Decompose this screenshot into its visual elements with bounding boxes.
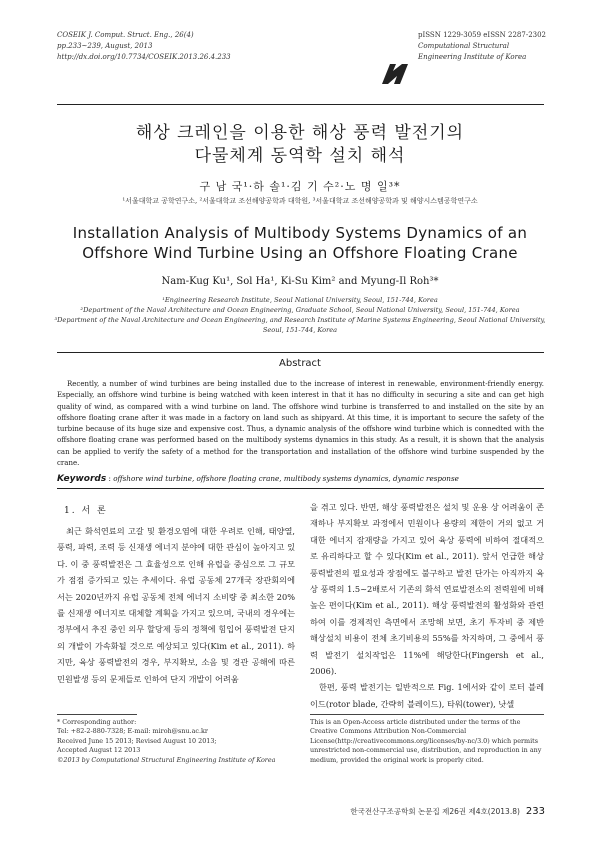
affiliations-korean: ¹서울대학교 공학연구소, ²서울대학교 조선해양공학과 대학원, ³서울대학교 조선해양공학과 및 해양시스템공학연구소 <box>122 197 478 205</box>
society-logo-icon <box>380 62 410 86</box>
journal-line-1: COSEIK J. Comput. Struct. Eng., 26(4) <box>57 31 194 39</box>
license-text: This is an Open-Access article distributed under the terms of the Creative Commons Attribution Non-Commercial License(http://creativecommons.org/licenses/by-nc/3.0) which permits unrestricted non-commercial use, distribution, and reproduction in any medium, provided the original work is properly cited. <box>310 718 542 764</box>
body-column-right <box>310 499 544 712</box>
footnote-block <box>57 718 297 765</box>
title-english-line-1: Installation Analysis of Multibody Systems Dynamics of an <box>72 224 528 242</box>
authors-english: Nam-Kug Ku¹, Sol Ha¹, Ki-Su Kim² and Myung-Il Roh³* <box>161 276 439 287</box>
society-info <box>418 30 546 63</box>
abstract-bottom-divider <box>57 488 544 489</box>
affiliation-1: ¹Engineering Research Institute, Seoul National University, Seoul, 151-744, Korea <box>162 296 438 304</box>
paragraph: 한편, 풍력 발전기는 일반적으로 Fig. 1에서와 같이 로터 블레이드(rotor blade, 간략히 블레이드), 타워(tower), 낫셀 <box>310 682 544 709</box>
body-column-left <box>57 523 295 687</box>
footnote-contact: Tel: +82-2-880-7328; E-mail: miroh@snu.ac.kr <box>57 727 208 736</box>
affiliations-english <box>48 295 552 335</box>
affiliation-3: ³Department of the Naval Architecture and Ocean Engineering, and Research Institute of Marine Systems Engineering, Seoul National University, Seoul, 151-744, Korea <box>54 316 546 334</box>
abstract-heading: Abstract <box>279 358 321 369</box>
journal-line-2: pp.233~239, August, 2013 <box>57 42 153 50</box>
title-korean <box>0 122 600 168</box>
abstract-text: Recently, a number of wind turbines are being installed due to the increase of interest in renewable, environment-friendly energy. Especially, an offshore wind turbine is being watched with keen interest in that it has no difficulty in securing a site and can get high quality of wind, as compared with a wind turbine on land. The offshore wind turbine is transferred to and installed on the site by an offshore floating crane after it was made in a factory on land such as shipyard. At this time, it is important to secure the safety of the turbine because of its huge size and expensive cost. Thus, a dynamic analysis of the offshore wind turbine which is connedted with the offshore floating crane was performed based on the multibody systems dynamics in this study. As a result, it is shown that the analysis can be applied to verify the safety of a method for the transportation and installation of the offshore wind turbine suspended by the crane. <box>57 380 544 468</box>
doi-link[interactable]: http://dx.doi.org/10.7734/COSEIK.2013.26.4.233 <box>57 53 231 61</box>
keywords-label: Keywords <box>57 474 107 484</box>
keywords-text: offshore wind turbine, offshore floating crane, multibody systems dynamics, dynamic response <box>113 474 459 483</box>
title-korean-line-1: 해상 크레인을 이용한 해상 풍력 발전기의 <box>135 123 465 143</box>
title-korean-line-2: 다물체계 동역학 설치 해석 <box>194 146 406 166</box>
footnote-accepted: Accepted August 12 2013 <box>57 746 141 755</box>
footnote-copyright: ©2013 by Computational Structural Engineering Institute of Korea <box>57 755 276 764</box>
issn: pISSN 1229-3059 eISSN 2287-2302 <box>418 31 547 39</box>
paragraph: 최근 화석연료의 고갈 및 환경오염에 대한 우려로 인해, 태양열, 풍력, 파력, 조력 등 신재생 에너지 분야에 대한 관심이 높아지고 있다. 이 중 풍력발전은 그 효율성으로 인해 유럽을 중심으로 그 규모가 점점 증가되고 있는 추세이다. 유럽 공동체 27개국 장관회의에서는 2020년까지 유럽 공동체 전체 에너지 소비량 중 최소한 20%를 신재생 에너지로 대체할 계획을 가지고 있으며, 국내의 경우에는 정부에서 추진 중인 의무 할당제 등의 정책에 힘입어 풍력발전 단지의 개발이 가속화될 것으로 예상되고 있다(Kim et al., 2011). 하지만, 육상 풍력발전의 경우, 부지확보, 소음 및 경관 공해에 따른 민원발생 등의 문제들로 인하여 단지 개발이 어려움 <box>57 526 295 684</box>
footnote-corresponding: * Corresponding author: <box>57 718 137 726</box>
footnote-received: Received June 15 2013; Revised August 10 2013; <box>57 736 217 745</box>
footnote-divider <box>57 714 137 715</box>
section-heading-introduction: 1. 서 론 <box>64 506 108 516</box>
journal-footer-text: 한국전산구조공학회 논문집 제26권 제4호(2013.8) <box>350 807 520 816</box>
journal-citation <box>57 30 231 63</box>
abstract-top-divider <box>57 352 544 353</box>
affiliation-2: ²Department of the Naval Architecture and Ocean Engineering, Graduate School, Seoul National University, Seoul, 151-744, Korea <box>80 306 520 314</box>
license-divider <box>310 714 544 715</box>
society-line-2: Engineering Institute of Korea <box>418 53 527 61</box>
page-footer <box>0 806 545 817</box>
page-number: 233 <box>525 806 545 817</box>
society-line-1: Computational Structural <box>418 42 510 50</box>
keywords: Keywords : offshore wind turbine, offshore floating crane, multibody systems dynamics, dynamic response <box>57 474 459 484</box>
header-divider <box>57 104 544 105</box>
title-english <box>0 223 600 263</box>
authors-korean: 구 남 국¹·하 솔¹·김 기 수²·노 명 일³* <box>199 180 401 193</box>
paragraph: 을 겪고 있다. 반면, 해상 풍력발전은 설치 및 운용 상 어려움이 존재하나 부지확보 과정에서 민원이나 용량의 제한이 거의 없고 거대한 에너지 잠재량을 가지고 있어 육상 풍력에 비하여 절대적으로 유리하다고 할 수 있다(Kim et al., 2011). 앞서 언급한 해상 풍력발전의 필요성과 장점에도 불구하고 발전 단가는 아직까지 육상 풍력의 1.5~2배로서 기존의 화석 연료발전소의 전력원에 비해 높은 편이다(Kim et al., 2011). 해상 풍력발전의 활성화와 관련하여 이를 경제적인 측면에서 조망해 보면, 초기 투자비 중 제반 해상설치 비용이 전체 초기비용의 55%를 차지하며, 그 중에서 풍력 발전기 설치작업은 11%에 해당한다(Fingersh et al., 2006). <box>310 502 544 677</box>
title-english-line-2: Offshore Wind Turbine Using an Offshore Floating Crane <box>82 244 518 262</box>
